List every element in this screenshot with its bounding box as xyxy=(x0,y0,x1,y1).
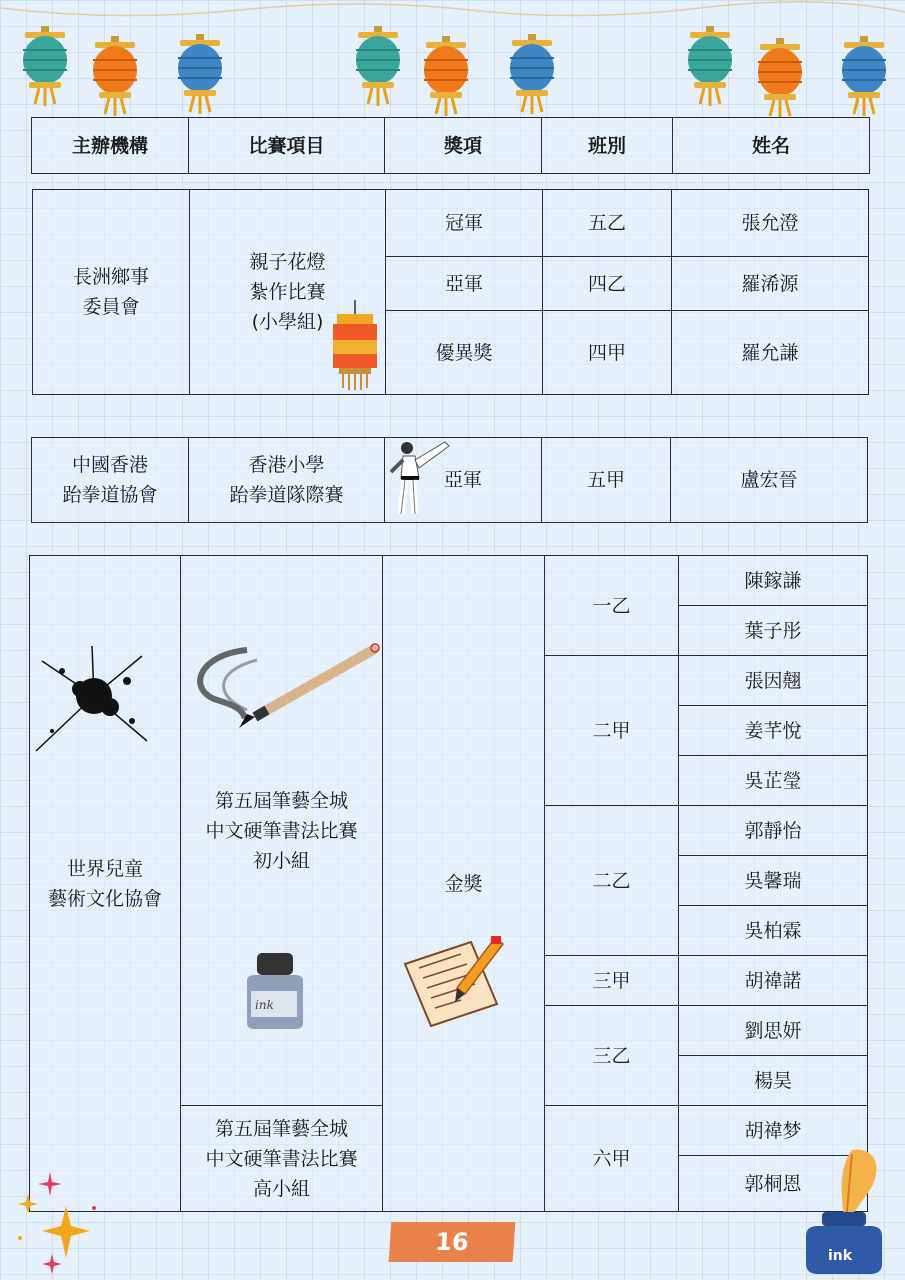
class-cell: 六甲 xyxy=(545,1106,679,1212)
name-cell: 胡禕梦 xyxy=(679,1106,868,1156)
award-cell: 亞軍 xyxy=(386,257,543,311)
award-cell: 金獎 xyxy=(383,556,545,1212)
writing-paper-pen-icon xyxy=(401,934,507,1030)
class-cell: 一乙 xyxy=(545,556,679,656)
page-number: 16 xyxy=(389,1222,516,1262)
taekwondo-kick-icon xyxy=(385,438,455,518)
calligraphy-brush-icon xyxy=(187,640,383,740)
lantern-icon xyxy=(329,300,381,390)
class-cell: 三乙 xyxy=(545,1006,679,1106)
event-cell-senior: 第五屆筆藝全城 中文硬筆書法比賽 高小組 xyxy=(181,1106,383,1212)
name-cell: 盧宏晉 xyxy=(671,438,868,523)
event-cell: 香港小學 跆拳道隊際賽 xyxy=(189,438,385,523)
organizer-cell: 世界兒童 藝術文化協會 xyxy=(30,556,181,1212)
name-cell: 葉子彤 xyxy=(679,606,868,656)
award-cell: 冠軍 xyxy=(386,190,543,257)
sparkles-icon xyxy=(8,1168,108,1276)
header-name: 姓名 xyxy=(673,118,870,174)
name-cell: 胡禕諾 xyxy=(679,956,868,1006)
class-cell: 四甲 xyxy=(543,311,672,395)
name-cell: 陳鎵謙 xyxy=(679,556,868,606)
lantern-competition-table xyxy=(32,189,869,395)
ink-bottle-label: ink xyxy=(828,1248,853,1264)
name-cell: 羅允謙 xyxy=(672,311,869,395)
header-table xyxy=(31,117,870,174)
class-cell: 四乙 xyxy=(543,257,672,311)
name-cell: 楊昊 xyxy=(679,1056,868,1106)
award-cell: 優異獎 xyxy=(386,311,543,395)
award-cell: 亞軍 xyxy=(385,438,542,523)
class-cell: 三甲 xyxy=(545,956,679,1006)
organizer-cell: 長洲鄉事 委員會 xyxy=(33,190,190,395)
class-cell: 五乙 xyxy=(543,190,672,257)
taekwondo-table xyxy=(31,437,868,523)
name-cell: 吳馨瑞 xyxy=(679,856,868,906)
name-cell: 姜芊悅 xyxy=(679,706,868,756)
lanterns-decoration xyxy=(0,0,905,120)
ink-label: ink xyxy=(255,998,274,1012)
name-cell: 郭靜怡 xyxy=(679,806,868,856)
class-cell: 二甲 xyxy=(545,656,679,806)
header-class: 班別 xyxy=(542,118,673,174)
name-cell: 劉思妍 xyxy=(679,1006,868,1056)
name-cell: 張允澄 xyxy=(672,190,869,257)
header-event: 比賽項目 xyxy=(189,118,385,174)
ink-quill-icon xyxy=(800,1146,892,1276)
name-cell: 羅浠源 xyxy=(672,257,869,311)
class-cell: 二乙 xyxy=(545,806,679,956)
event-cell-junior: ink 第五屆筆藝全城 中文硬筆書法比賽 初小組 xyxy=(181,556,383,1106)
event-cell: 親子花燈 紮作比賽 (小學組) xyxy=(190,190,386,395)
name-cell: 吳芷瑩 xyxy=(679,756,868,806)
ink-splash-icon xyxy=(32,641,152,756)
header-award: 獎項 xyxy=(385,118,542,174)
ink-bottle-icon xyxy=(243,951,307,1031)
class-cell: 五甲 xyxy=(542,438,671,523)
organizer-cell: 中國香港 跆拳道協會 xyxy=(32,438,189,523)
name-cell: 郭桐恩 xyxy=(679,1156,868,1212)
name-cell: 吳柏霖 xyxy=(679,906,868,956)
calligraphy-table xyxy=(29,555,868,1212)
name-cell: 張因翹 xyxy=(679,656,868,706)
header-organizer: 主辦機構 xyxy=(32,118,189,174)
